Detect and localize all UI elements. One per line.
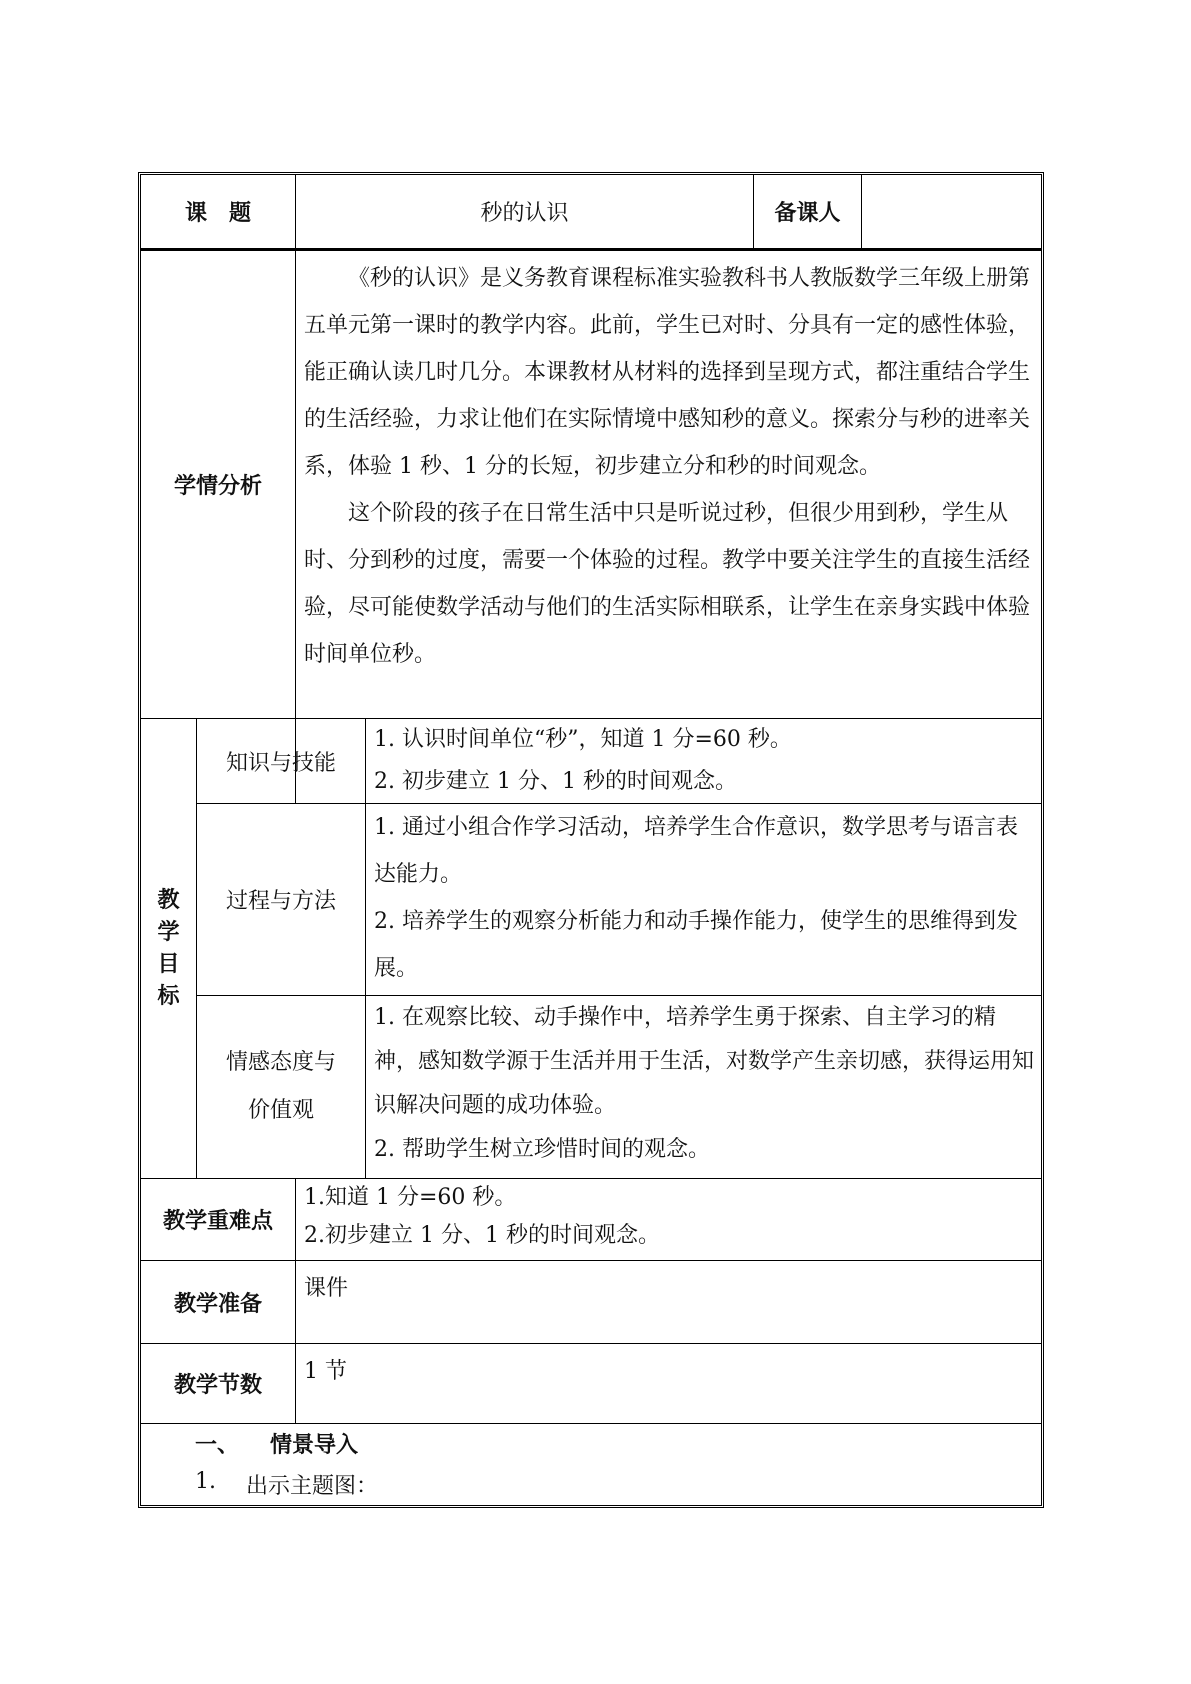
process-item: 1. 通过小组合作学习活动，培养学生合作意识，数学思考与语言表达能力。 [374, 815, 1018, 887]
section-heading: 情景导入 [270, 1433, 359, 1458]
objectives-char: 标 [157, 983, 180, 1009]
emotion-label [197, 996, 365, 1178]
emotion-item: 2. 帮助学生树立珍惜时间的观念。 [374, 1137, 710, 1162]
analysis-paragraph: 这个阶段的孩子在日常生活中只是听说过秒，但很少用到秒，学生从时、分到秒的过度，需要一个体验的过程。教学中要关注学生的直接生活经验，尽可能使数学活动与他们的生活实际相联系，让学生在亲身实践中体验时间单位秒。 [304, 501, 1031, 667]
row-divider [141, 1423, 1041, 1424]
emotion-label-line: 价值观 [247, 1098, 314, 1123]
topic-label: 课 题 [184, 201, 251, 226]
step-text: 出示主题图： [246, 1474, 379, 1499]
section-number: 一、 [195, 1433, 240, 1458]
objectives-char: 学 [157, 919, 180, 945]
preparer-label: 备课人 [774, 201, 841, 226]
lesson-plan-table [138, 172, 1044, 1508]
analysis-content [304, 255, 1034, 715]
objectives-label [141, 719, 196, 1178]
process-label: 过程与方法 [225, 889, 336, 914]
objectives-char: 教 [157, 887, 180, 913]
step-number: 1. [195, 1469, 216, 1494]
key-points-label: 教学重难点 [162, 1209, 273, 1234]
emotion-content [374, 996, 1034, 1178]
key-points-content [304, 1179, 1034, 1260]
periods-label: 教学节数 [173, 1373, 262, 1398]
col-divider [365, 718, 366, 1178]
periods-value: 1 节 [304, 1359, 347, 1384]
key-point-item: 1.知道 1 分=60 秒。 [304, 1185, 517, 1210]
emotion-label-line: 情感态度与 [225, 1050, 336, 1075]
knowledge-item: 2. 初步建立 1 分、1 秒的时间观念。 [374, 769, 737, 794]
key-point-item: 2.初步建立 1 分、1 秒的时间观念。 [304, 1223, 660, 1248]
knowledge-label: 知识与技能 [225, 750, 336, 776]
knowledge-content [374, 719, 1034, 803]
preparer-value [862, 175, 1041, 248]
preparation-label: 教学准备 [173, 1291, 262, 1317]
objectives-char: 目 [157, 951, 180, 977]
topic-value: 秒的认识 [480, 201, 569, 226]
emotion-item: 1. 在观察比较、动手操作中，培养学生勇于探索、自主学习的精神，感知数学源于生活并用于生活，对数学产生亲切感，获得运用知识解决问题的成功体验。 [374, 1005, 1035, 1118]
analysis-paragraph: 《秒的认识》是义务教育课程标准实验教科书人教版数学三年级上册第五单元第一课时的教学内容。此前，学生已对时、分具有一定的感性体验，能正确认读几时几分。本课教材从材料的选择到呈现方式，都注重结合学生的生活经验，力求让他们在实际情境中感知秒的意义。探索分与秒的进率关系，体验 1 秒、1 分的长短，初步建立分和秒的时间观念。 [304, 266, 1031, 479]
process-content [374, 804, 1034, 995]
knowledge-item: 1. 认识时间单位“秒”，知道 1 分=60 秒。 [374, 727, 792, 752]
col-divider [295, 1178, 296, 1423]
process-item: 2. 培养学生的观察分析能力和动手操作能力，使学生的思维得到发展。 [374, 909, 1018, 981]
analysis-label: 学情分析 [173, 474, 262, 499]
preparation-value: 课件 [304, 1276, 349, 1301]
